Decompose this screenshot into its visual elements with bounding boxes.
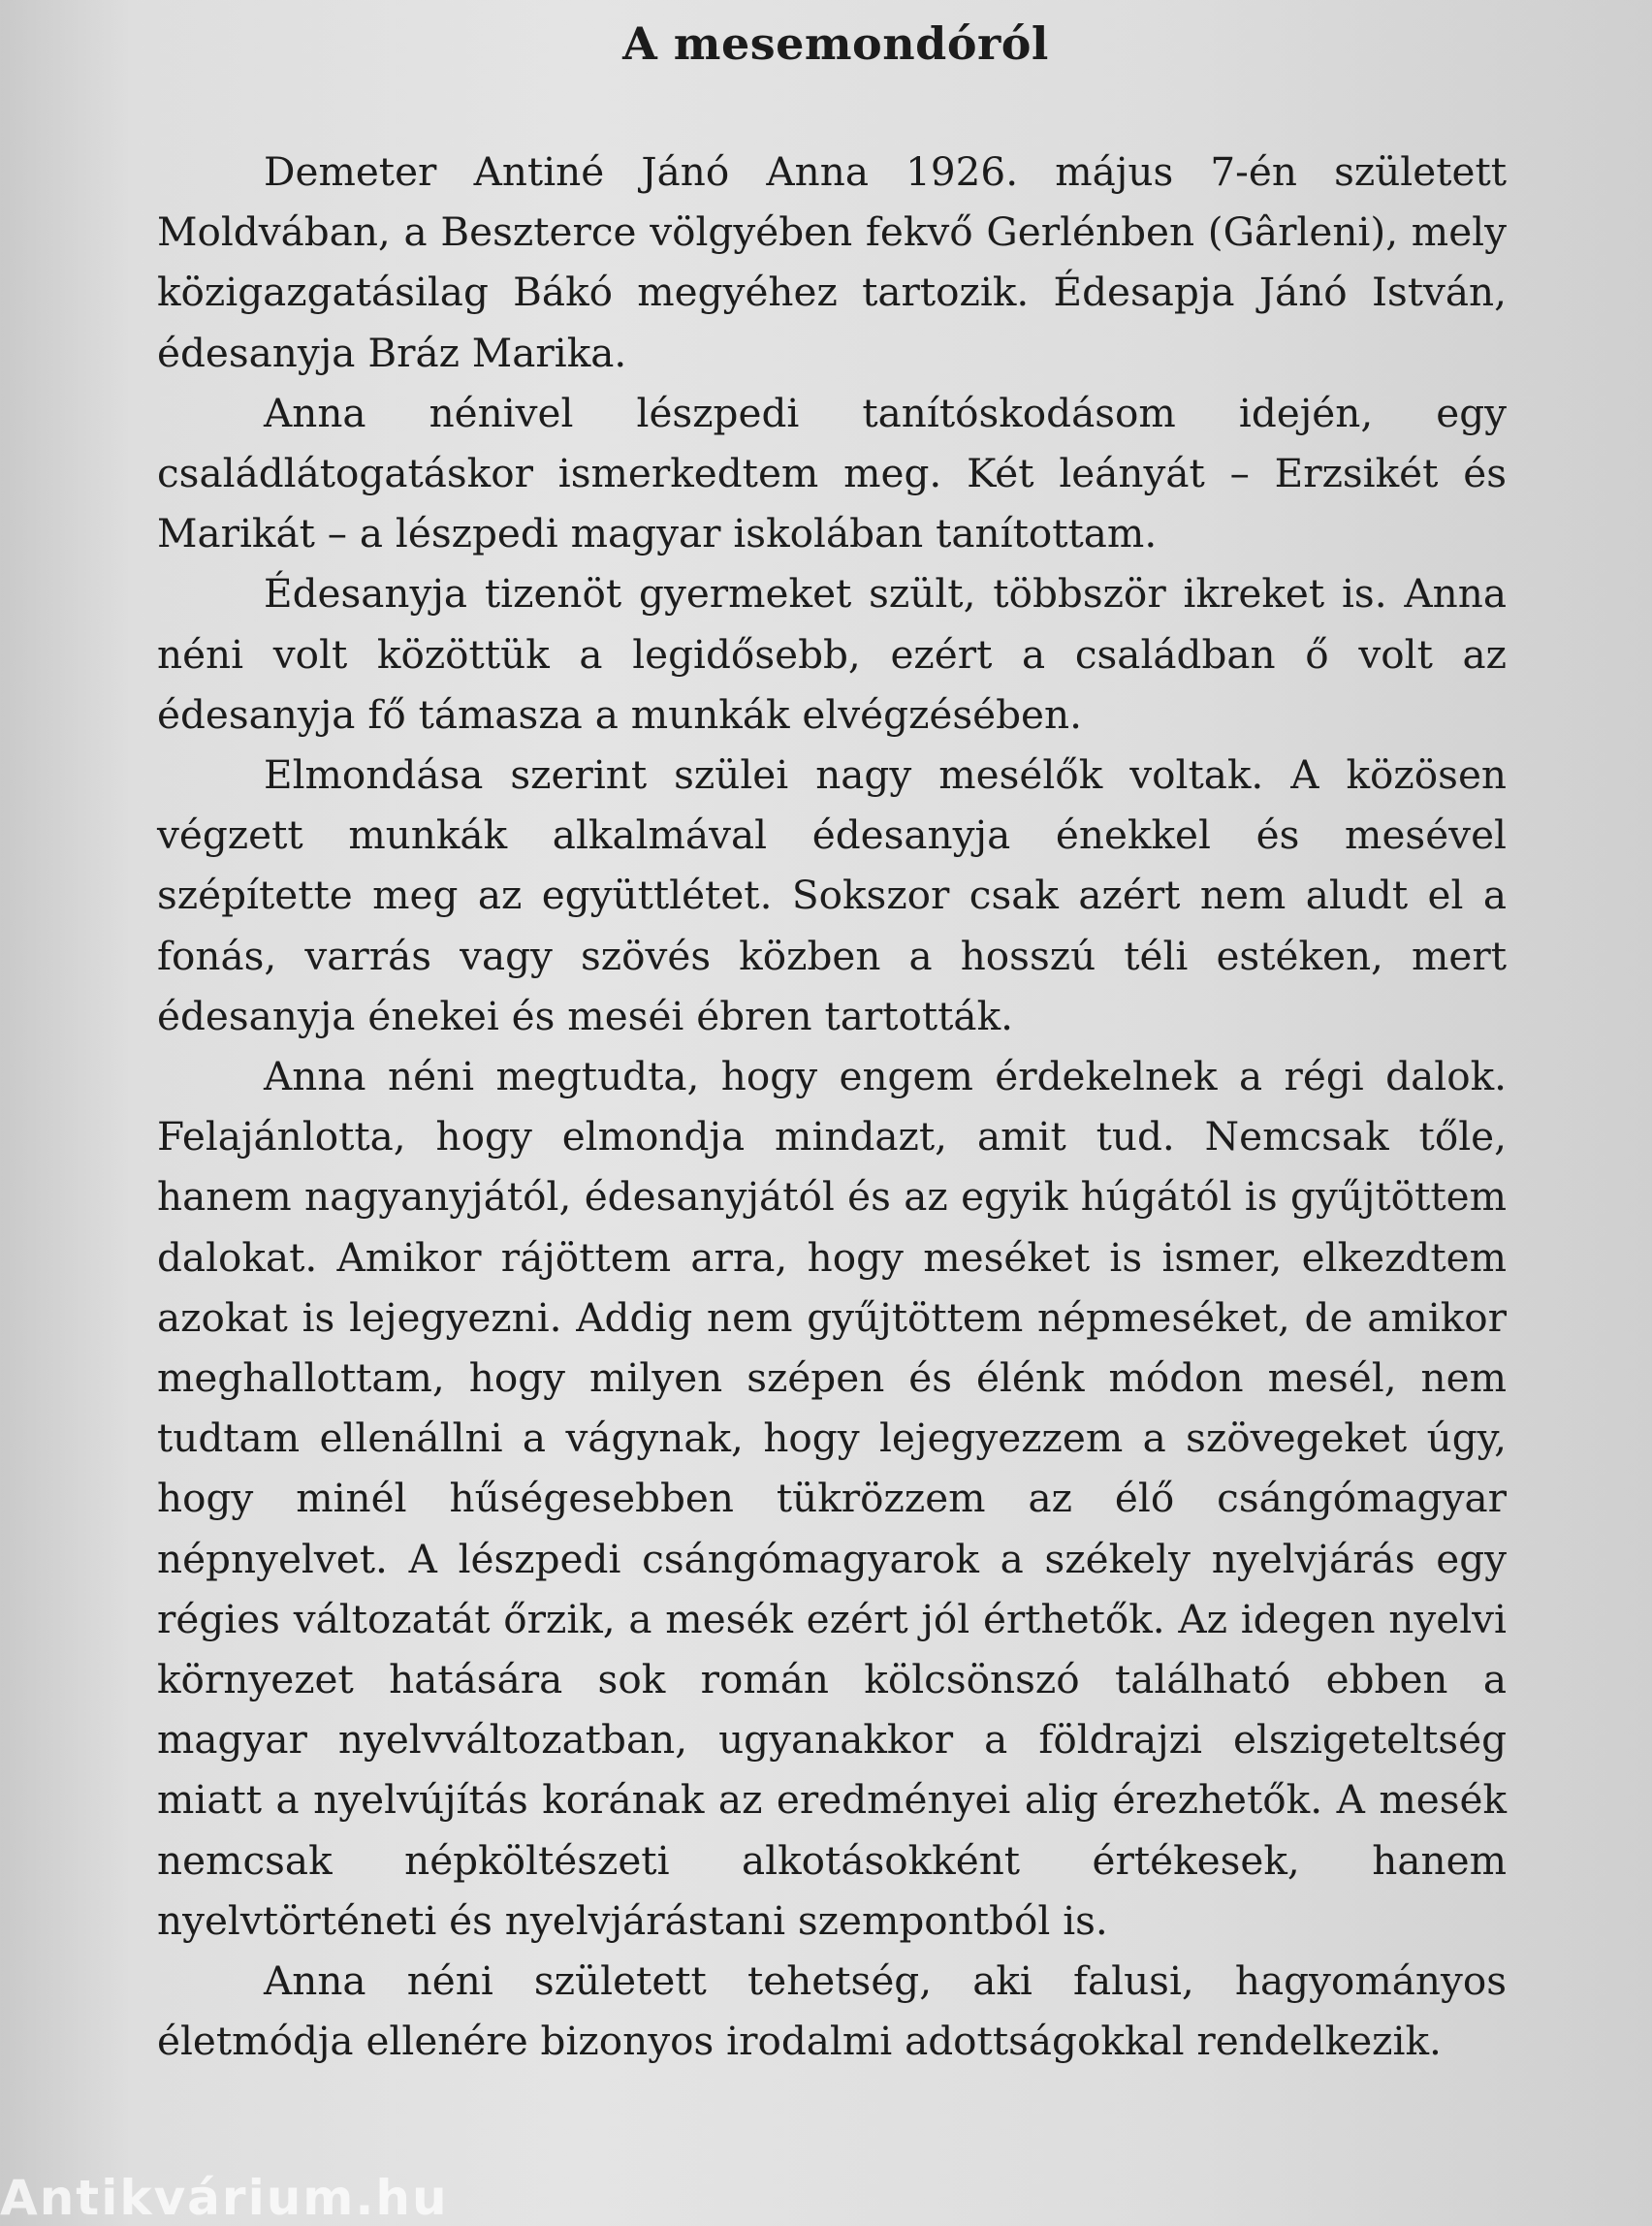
paragraph-3: Édesanyja tizenöt gyermeket szült, többször ikreket is. Anna néni volt közöttük a legidősebb, ezért a családban ő volt az édesanyja fő támasza a munkák elvégzésében. bbox=[157, 570, 1507, 738]
paragraph-4: Elmondása szerint szülei nagy mesélők voltak. A közösen végzett munkák alkalmával édesanyja énekkel és mesével szépítette meg az együttlétet. Sokszor csak azért nem aludt el a fonás, varrás vagy szövés közben a hosszú téli estéken, mert édesanyja énekei és meséi ébren tartották. bbox=[157, 751, 1507, 1039]
paragraph-5: Anna néni megtudta, hogy engem érdekelnek a régi dalok. Felajánlotta, hogy elmondja mindazt, amit tud. Nemcsak tőle, hanem nagyanyjától, édesanyjától és az egyik húgától is gyűjtöttem dalokat. Amikor rájöttem arra, hogy meséket is ismer, elkezdtem azokat is lejegyezni. Addig nem gyűjtöttem népmeséket, de amikor meghallottam, hogy milyen szépen és élénk módon mesél, nem tudtam ellenállni a vágynak, hogy lejegyezzem a szövegeket úgy, hogy minél hűségesebben tükrözzem az élő csángómagyar népnyelvet. A lészpedi csángómagyarok a székely nyelvjárás egy régies változatát őrzik, a mesék ezért jól érthetők. Az idegen nyelvi környezet hatására sok román kölcsönszó található ebben a magyar nyelvváltozatban, ugyanakkor a földrajzi elszigeteltség miatt a nyelvújítás korának az eredményei alig érezhetők. A mesék nemcsak népköltészeti alkotásokként értékesek, hanem nyelvtörténeti és nyelvjárástani szempontból is. bbox=[157, 1053, 1507, 1944]
body-text bbox=[157, 142, 1507, 2072]
page-title: A mesemondóról bbox=[622, 17, 1049, 70]
paragraph-6: Anna néni született tehetség, aki falusi, hagyományos életmódja ellenére bizonyos irodalmi adottságokkal rendelkezik. bbox=[157, 1957, 1507, 2065]
paragraph-2: Anna nénivel lészpedi tanítóskodásom idején, egy családlátogatáskor ismerkedtem meg. Két leányát – Erzsikét és Marikát – a lészpedi magyar iskolában tanítottam. bbox=[157, 389, 1507, 557]
paragraph-1: Demeter Antiné Jánó Anna 1926. május 7-én született Moldvában, a Beszterce völgyében fekvő Gerlénben (Gârleni), mely közigazgatásilag Bákó megyéhez tartozik. Édesapja Jánó István, édesanyja Bráz Marika. bbox=[157, 148, 1507, 376]
watermark: Antikvárium.hu bbox=[0, 2170, 449, 2226]
